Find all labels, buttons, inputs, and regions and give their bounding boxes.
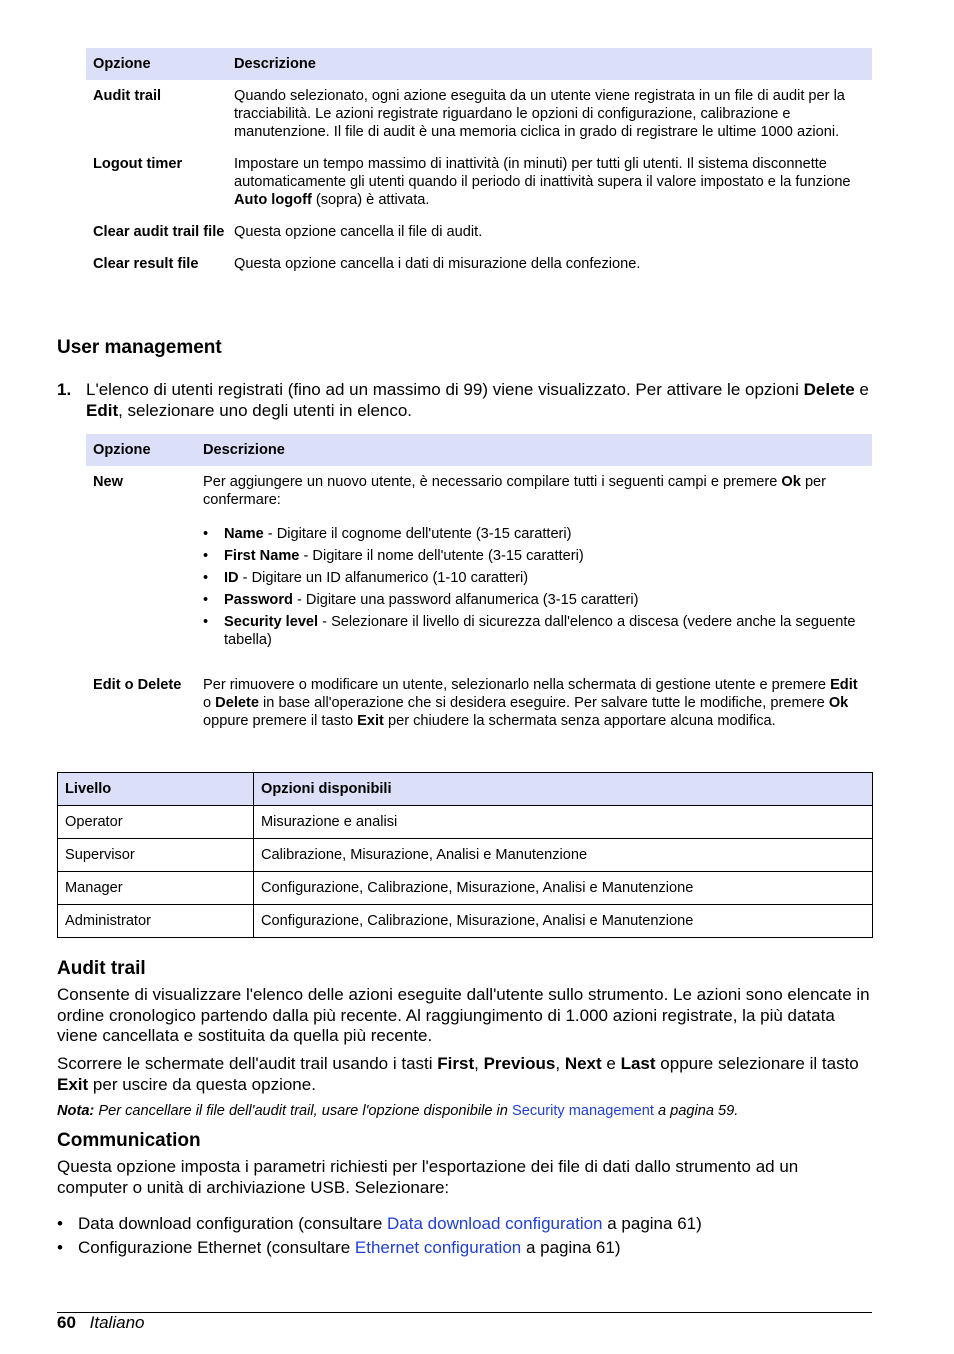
audit-trail-heading: Audit trail — [57, 958, 146, 979]
options-cell: Configurazione, Calibrazione, Misurazione, Analisi e Manutenzione — [254, 905, 873, 938]
table-row — [86, 80, 872, 148]
option-description: Questa opzione cancella i dati di misurazione della confezione. — [234, 256, 641, 272]
table-row — [86, 148, 872, 216]
option-name: Edit o Delete — [93, 677, 182, 693]
table-row — [58, 806, 873, 839]
step-text: L'elenco di utenti registrati (fino ad un massimo di 99) viene visualizzato. Per attivare le opzioni Delete e Edit, selezionare uno degli utenti in elenco. — [86, 380, 869, 420]
footer-divider — [57, 1312, 872, 1313]
communication-paragraph: Questa opzione imposta i parametri richiesti per l'esportazione dei file di dati dallo strumento ad un computer o unità di archiviazione USB. Selezionare: — [57, 1157, 799, 1197]
header-option: Opzione — [93, 56, 151, 72]
option-name: New — [93, 474, 124, 490]
table-row — [58, 839, 873, 872]
header-options: Opzioni disponibili — [254, 773, 873, 806]
table-row — [86, 216, 872, 248]
user-management-heading: User management — [57, 337, 222, 358]
security-management-link[interactable]: Security management — [511, 1103, 654, 1119]
table-header — [86, 48, 872, 80]
option-description: Questa opzione cancella il file di audit. — [234, 224, 483, 240]
security-levels-table — [57, 772, 873, 938]
language-label: Italiano — [89, 1313, 145, 1332]
step-number: 1. — [57, 380, 72, 399]
list-item: • Password - Digitare una password alfanumerica (3-15 caratteri) — [203, 591, 864, 609]
note: Nota: Per cancellare il file dell'audit trail, usare l'opzione disponibile in Security management a pagina 59. — [57, 1103, 739, 1119]
audit-trail-paragraph: Consente di visualizzare l'elenco delle azioni eseguite dall'utente sullo strumento. Le azioni sono elencate in ordine cronologico partendo dalla più recente. Al raggiungimento di 1.000 azioni registrate, la più datata viene cancellata e sostituita da quella più recente. — [57, 985, 870, 1045]
option-name: Logout timer — [93, 156, 183, 172]
audit-trail-keys-paragraph: Scorrere le schermate dell'audit trail usando i tasti First, Previous, Next e Last oppure selezionare il tasto Exit per uscire da questa opzione. — [57, 1054, 859, 1094]
header-option: Opzione — [93, 442, 151, 458]
option-description: Per aggiungere un nuovo utente, è necessario compilare tutti i seguenti campi e premere Ok per confermare: • Name - Digitare il cognome dell'utente (3-15 caratteri) • First Name - Digitare il nome dell'utente (3-15 caratteri) • ID - Digitare un ID alfanumerico (1-10 caratteri) • Password - Digitare una password alfanumerica (3-15 caratteri) • Security level - Selezionare il livello di sicurezza dall'elenco a discesa (vedere anche la seguente tabella) — [203, 473, 872, 653]
table-row — [86, 660, 872, 737]
level-cell: Supervisor — [58, 839, 254, 872]
list-item: • First Name - Digitare il nome dell'utente (3-15 caratteri) — [203, 547, 864, 565]
table-row — [86, 248, 872, 280]
list-item: • Security level - Selezionare il livello di sicurezza dall'elenco a discesa (vedere anche la seguente tabella) — [203, 613, 864, 649]
option-name: Clear audit trail file — [93, 224, 225, 240]
table-header — [86, 434, 872, 466]
step-1 — [57, 380, 872, 421]
communication-list — [57, 1214, 872, 1262]
options-cell: Configurazione, Calibrazione, Misurazione, Analisi e Manutenzione — [254, 872, 873, 905]
options-cell: Misurazione e analisi — [254, 806, 873, 839]
option-description: Impostare un tempo massimo di inattività (in minuti) per tutti gli utenti. Il sistema disconnette automaticamente gli utenti quando il periodo di inattività supera il valore impostato e la funzione Auto logoff (sopra) è attivata. — [234, 156, 851, 208]
options-cell: Calibrazione, Misurazione, Analisi e Manutenzione — [254, 839, 873, 872]
header-description: Descrizione — [234, 56, 316, 72]
header-description: Descrizione — [203, 442, 285, 458]
header-level: Livello — [58, 773, 254, 806]
level-cell: Manager — [58, 872, 254, 905]
audit-options-table — [86, 48, 872, 280]
list-item: • Data download configuration (consultare Data download configuration a pagina 61) — [57, 1214, 872, 1234]
communication-heading: Communication — [57, 1130, 201, 1151]
user-fields-list — [203, 525, 864, 649]
option-name: Clear result file — [93, 256, 199, 272]
table-row — [86, 466, 872, 660]
data-download-configuration-link[interactable]: Data download configuration — [387, 1214, 603, 1233]
option-name: Audit trail — [93, 88, 162, 104]
page-number: 60 — [57, 1313, 76, 1332]
option-description: Quando selezionato, ogni azione eseguita da un utente viene registrata in un file di audit per la tracciabilità. Le azioni registrate riguardano le opzioni di configurazione, calibrazione e manutenzione. Il file di audit è una memoria ciclica in grado di registrare le ultime 1000 azioni. — [234, 88, 845, 140]
level-cell: Operator — [58, 806, 254, 839]
table-header — [58, 773, 873, 806]
list-item: • ID - Digitare un ID alfanumerico (1-10 caratteri) — [203, 569, 864, 587]
level-cell: Administrator — [58, 905, 254, 938]
list-item: • Configurazione Ethernet (consultare Ethernet configuration a pagina 61) — [57, 1238, 872, 1258]
user-options-table — [86, 434, 872, 737]
note-label: Nota: — [57, 1103, 95, 1119]
table-row — [58, 872, 873, 905]
table-row — [58, 905, 873, 938]
ethernet-configuration-link[interactable]: Ethernet configuration — [354, 1238, 522, 1257]
page-footer — [57, 1313, 144, 1333]
list-item: • Name - Digitare il cognome dell'utente (3-15 caratteri) — [203, 525, 864, 543]
option-description: Per rimuovere o modificare un utente, selezionarlo nella schermata di gestione utente e premere Edit o Delete in base all'operazione che si desidera eseguire. Per salvare tutte le modifiche, premere Ok oppure premere il tasto Exit per chiudere la schermata senza apportare alcuna modifica. — [203, 677, 858, 729]
